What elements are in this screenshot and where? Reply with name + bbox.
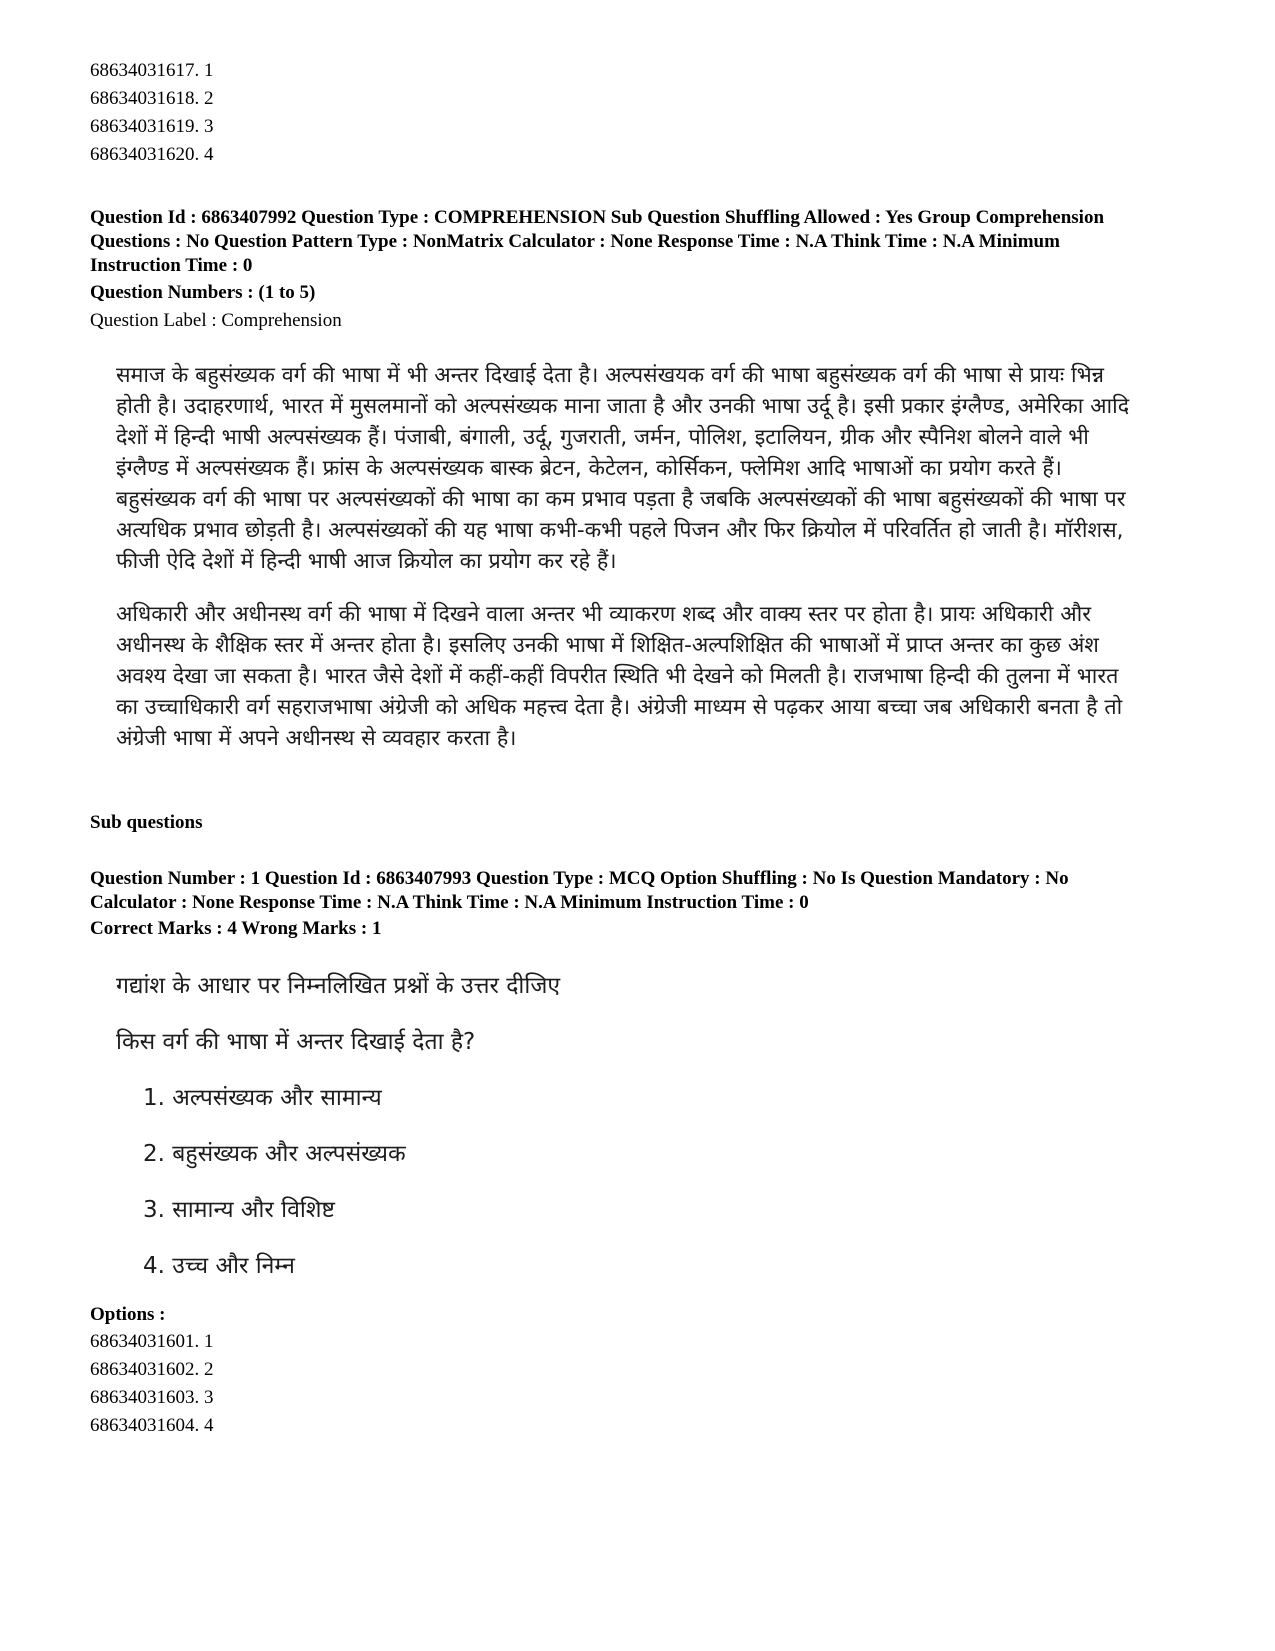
question-1-header: Question Number : 1 Question Id : 6863407993 Question Type : MCQ Option Shuffling : No Is Question Mandatory : No Calculator : None Response Time : N.A Think Time : N.A Minimum Instruction Time : 0 [90, 868, 1069, 913]
passage-paragraph-2: अधिकारी और अधीनस्थ वर्ग की भाषा में दिखने वाला अन्तर भी व्याकरण शब्द और वाक्य स्तर पर होता है। प्रायः अधिकारी और अधीनस्थ के शैक्षिक स्तर में अन्तर होता है। इसलिए उनकी भाषा में शिक्षित-अल्पशिक्षित की भाषाओं में प्राप्त अन्तर का कुछ अंश अवश्य देखा जा सकता है। भारत जैसे देशों में कहीं-कहीं विपरीत स्थिति भी देखने को मिलती है। राजभाषा हिन्दी की तुलना में भारत का उच्चाधिकारी वर्ग सहराजभाषा अंग्रेजी को अधिक महत्त्व देता है। अंग्रेजी माध्यम से पढ़कर आया बच्चा जब अधिकारी बनता है तो अंग्रेजी भाषा में अपने अधीनस्थ से व्यवहार करता है। [116, 602, 1123, 751]
answer-choice-1: 1. अल्पसंख्यक और सामान्य [143, 1085, 382, 1111]
options-list [90, 1328, 214, 1440]
question-1-marks: Correct Marks : 4 Wrong Marks : 1 [90, 918, 382, 939]
previous-options-list [90, 57, 214, 169]
option-id: 68634031604. 4 [90, 1415, 214, 1436]
question-numbers: Question Numbers : (1 to 5) [90, 282, 316, 303]
comprehension-header: Question Id : 6863407992 Question Type : COMPREHENSION Sub Question Shuffling Allowed : Yes Group Comprehension Questions : No Question Pattern Type : NonMatrix Calculator : None Response Time : N.A Think Time : N.A Minimum Instruction Time : 0 [90, 207, 1105, 276]
option-id: 68634031620. 4 [90, 144, 214, 165]
question-instruction: गद्यांश के आधार पर निम्नलिखित प्रश्नों के उत्तर दीजिए [116, 973, 561, 999]
option-id: 68634031618. 2 [90, 88, 214, 109]
answer-choice-4: 4. उच्च और निम्न [143, 1253, 295, 1279]
option-id: 68634031603. 3 [90, 1387, 214, 1408]
question-label: Question Label : Comprehension [90, 310, 342, 331]
question-text: किस वर्ग की भाषा में अन्तर दिखाई देता है? [116, 1029, 476, 1055]
option-id: 68634031602. 2 [90, 1359, 214, 1380]
option-id: 68634031617. 1 [90, 60, 214, 81]
passage-paragraph-1: समाज के बहुसंख्यक वर्ग की भाषा में भी अन्तर दिखाई देता है। अल्पसंखयक वर्ग की भाषा बहुसंख्यक वर्ग की भाषा से प्रायः भिन्न होती है। उदाहरणार्थ, भारत में मुसलमानों को अल्पसंख्यक माना जाता है और उनकी भाषा उर्दू है। इसी प्रकार इंग्लैण्ड, अमेरिका आदि देशों में हिन्दी भाषी अल्पसंख्यक हैं। पंजाबी, बंगाली, उर्दू, गुजराती, जर्मन, पोलिश, इटालियन, ग्रीक और स्पैनिश बोलने वाले भी इंग्लैण्ड में अल्पसंख्यक हैं। फ्रांस के अल्पसंख्यक बास्क ब्रेटन, केटेलन, कोर्सिकन, फ्लेमिश आदि भाषाओं का प्रयोग करते हैं। बहुसंख्यक वर्ग की भाषा पर अल्पसंख्यकों की भाषा का कम प्रभाव पड़ता है जबकि अल्पसंख्यकों की भाषा बहुसंख्यकों की भाषा पर अत्यधिक प्रभाव छोड़ती है। अल्पसंख्यकों की यह भाषा कभी-कभी पहले पिजन और फिर क्रियोल में परिवर्तित हो जाती है। मॉरीशस, फीजी ऐदि देशों में हिन्दी भाषी आज क्रियोल का प्रयोग कर रहे हैं। [116, 363, 1130, 574]
passage-image [116, 360, 1140, 754]
options-label: Options : [90, 1304, 166, 1325]
option-id: 68634031601. 1 [90, 1331, 214, 1352]
sub-questions-heading: Sub questions [90, 812, 203, 833]
option-id: 68634031619. 3 [90, 116, 214, 137]
answer-choice-3: 3. सामान्य और विशिष्ट [143, 1197, 335, 1223]
answer-choice-2: 2. बहुसंख्यक और अल्पसंख्यक [143, 1141, 406, 1167]
